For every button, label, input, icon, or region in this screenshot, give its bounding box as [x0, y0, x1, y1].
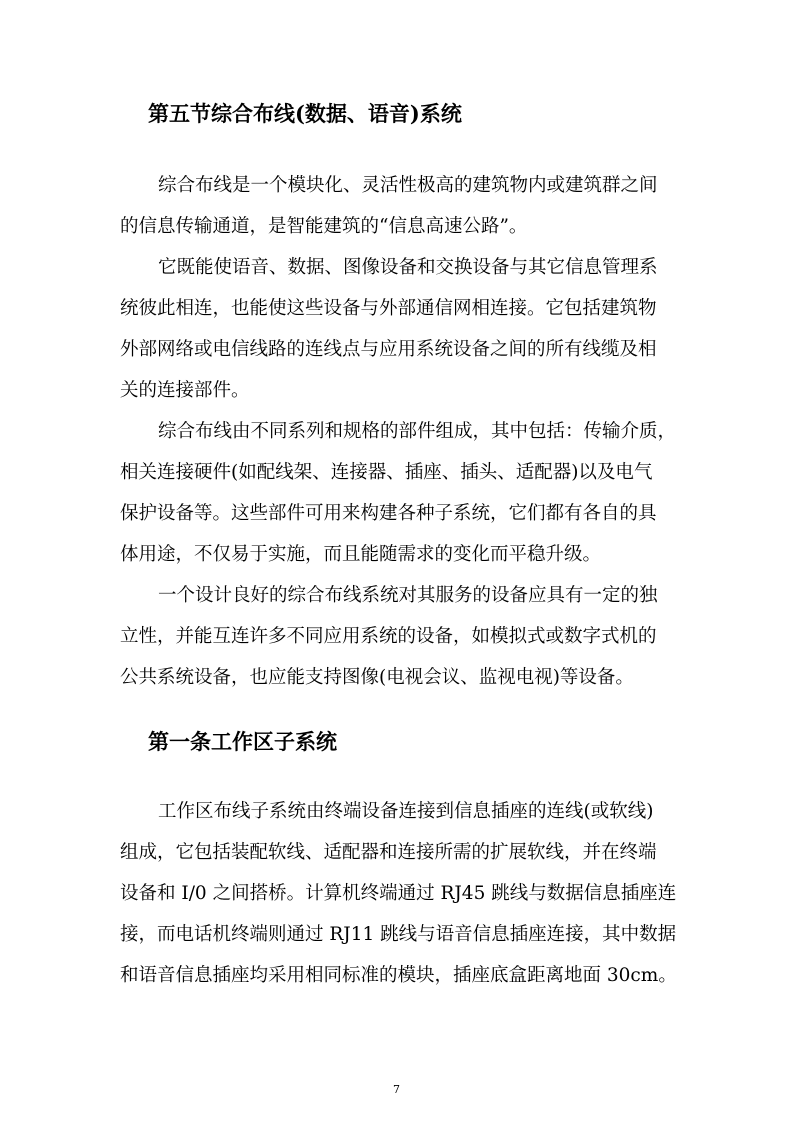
paragraph-line: 相关连接硬件(如配线架、连接器、插座、插头、适配器)以及电气: [120, 462, 653, 483]
section-title: 第五节综合布线(数据、语音)系统: [148, 101, 462, 126]
paragraph-line: 保护设备等。这些部件可用来构建各种子系统，它们都有各自的具: [120, 503, 657, 524]
page-number: 7: [393, 1083, 400, 1096]
paragraph-line: 统彼此相连，也能使这些设备与外部通信网相连接。它包括建筑物: [120, 298, 657, 319]
paragraph-line: 接，而电话机终端则通过 RJ11 跳线与语音信息插座连接，其中数据: [120, 924, 677, 945]
paragraph-line: 综合布线是一个模块化、灵活性极高的建筑物内或建筑群之间: [158, 175, 658, 196]
paragraph-line: 综合布线由不同系列和规格的部件组成，其中包括：传输介质，: [158, 421, 677, 442]
paragraph-2: [120, 247, 678, 411]
paragraph-line: 公共系统设备，也应能支持图像(电视会议、监视电视)等设备。: [120, 667, 634, 688]
paragraph-line: 一个设计良好的综合布线系统对其服务的设备应具有一定的独: [158, 585, 658, 606]
subsection-title: 第一条工作区子系统: [148, 729, 337, 754]
paragraph-line: 设备和 I/0 之间搭桥。计算机终端通过 RJ45 跳线与数据信息插座连: [120, 883, 677, 904]
paragraph-3: [120, 411, 678, 575]
paragraph-line: 它既能使语音、数据、图像设备和交换设备与其它信息管理系: [158, 257, 658, 278]
subsection-paragraph: [120, 791, 678, 996]
paragraph-line: 立性，并能互连许多不同应用系统的设备，如模拟式或数字式机的: [120, 626, 657, 647]
paragraph-line: 外部网络或电信线路的连线点与应用系统设备之间的所有线缆及相: [120, 339, 657, 360]
paragraph-line: 的信息传输通道，是智能建筑的“信息高速公路”。: [120, 216, 528, 237]
paragraph-line: 工作区布线子系统由终端设备连接到信息插座的连线(或软线): [158, 801, 654, 822]
paragraph-1: [120, 165, 678, 247]
paragraph-4: [120, 575, 678, 698]
paragraph-line: 体用途，不仅易于实施，而且能随需求的变化而平稳升级。: [120, 544, 602, 565]
paragraph-line: 组成，它包括装配软线、适配器和连接所需的扩展软线，并在终端: [120, 842, 657, 863]
paragraph-line: 和语音信息插座均采用相同标准的模块，插座底盒距离地面 30cm。: [120, 965, 677, 986]
paragraph-line: 关的连接部件。: [120, 380, 250, 401]
